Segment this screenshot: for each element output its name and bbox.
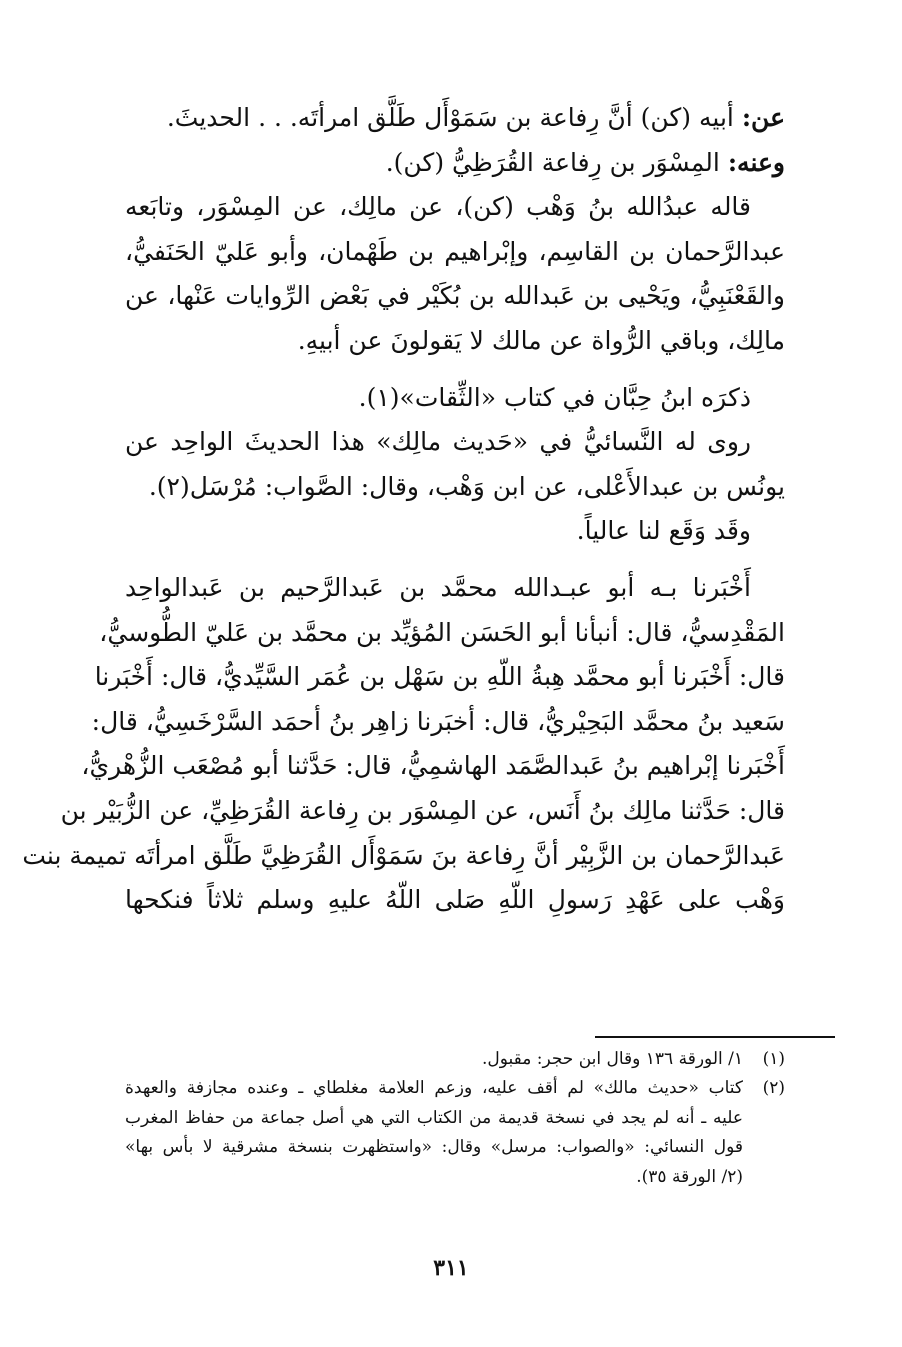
footnote-2: [125, 1074, 785, 1103]
text-line-15: أَخْبَرنا إبْراهيم بنُ عَبدالصَّمَد الهاشمِيُّ، قال: حَدَّثنا أبو مُصْعَب الزُّهْريُّ،: [81, 751, 785, 781]
text-line-11: أَخْبَرنا بـه أبو عبـدالله محمَّد بن عَبدالرَّحيم بن عَبدالواحِد: [125, 572, 751, 602]
line-text: المِسْوَر بن رِفاعة القُرَظِيُّ (كن).: [385, 147, 728, 177]
footnotes: [125, 1045, 785, 1192]
footnote-2-line-4: (٢/ الورقة ٣٥).: [636, 1166, 743, 1187]
line-text: أبيه (كن) أنَّ رِفاعة بن سَمَوْأَل طَلَّق امرأتَه. . . الحديثَ.: [166, 103, 742, 132]
text-line-18: وَهْب على عَهْدِ رَسولِ اللّهِ صَلى اللّهُ عليهِ وسلم ثلاثاً فنكحها: [125, 885, 785, 915]
text-line-6: مالِك، وباقي الرُّواة عن مالك لا يَقولونَ عن أبيهِ.: [297, 325, 785, 355]
text-line-17: عَبدالرَّحمان بن الزَّبِيْر أنَّ رِفاعة بنَ سَمَوْأَل القُرَظِيَّ طَلَّق امرأتَه تميمة بنت: [22, 840, 785, 870]
footnote-text: ١/ الورقة ١٣٦ وقال ابن حجر: مقبول.: [481, 1049, 743, 1069]
paragraph-gap: [125, 364, 785, 376]
line-label: عن:: [741, 103, 785, 132]
footnote-number: (٢): [762, 1078, 785, 1099]
text-line-4: عبدالرَّحمان بن القاسِم، وإبْراهيم بن طَهْمان، وأبو عَليّ الحَنَفيُّ،: [125, 236, 785, 266]
paragraph-gap: [125, 554, 785, 566]
text-line-14: سَعيد بنُ محمَّد البَحِيْريُّ، قال: أخبَرنا زاهِر بنُ أحمَد السَّرْخَسِيُّ، قال:: [91, 706, 785, 736]
text-line-7: ذكرَه ابنُ حِبَّان في كتاب «الثِّقات»(١).: [358, 382, 751, 412]
footnote-divider: [595, 1036, 835, 1038]
text-line-2: [125, 141, 785, 186]
text-line-5: والقَعْنَبِيُّ، ويَحْيى بن عَبدالله بن بُكَيْر في بَعْض الرِّوايات عَنْها، عن: [125, 281, 785, 311]
text-line-10: وقَد وَقَع لنا عالياً.: [576, 516, 751, 546]
main-text: [22, 96, 785, 923]
text-line-9: يونُس بن عبدالأَعْلى، عن ابن وَهْب، وقال: الصَّواب: مُرْسَل(٢).: [148, 471, 785, 501]
footnote-2-line-2: عليه ـ أنه لم يجد في نسخة قديمة من الكتاب التي هي أصل جماعة من حفاظ المغرب: [125, 1107, 743, 1128]
footnote-text: كتاب «حديث مالك» لم أقف عليه، وزعم العلامة مغلطاي ـ وعنده مجازفة والعهدة: [125, 1078, 743, 1099]
text-line-1: [125, 96, 785, 141]
footnote-2-line-3: قول النسائي: «والصواب: مرسل» وقال: «واستظهرت بنسخة مشرقية لا بأس بها»: [125, 1137, 743, 1158]
page-number: ٣١١: [433, 1255, 469, 1281]
footnote-1: [125, 1045, 785, 1074]
text-line-12: المَقْدِسيُّ، قال: أنبأنا أبو الحَسَن المُؤيِّد بن محمَّد بن عَليّ الطُّوسيُّ،: [99, 617, 785, 647]
text-line-8: روى له النَّسائيُّ في «حَديث مالِك» هذا الحديثَ الواحِد عن: [125, 427, 751, 457]
text-line-13: قال: أَخْبَرنا أبو محمَّد هِبةُ اللّهِ بن سَهْل بن عُمَر السَّيِّديُّ، قال: أَخْبَرنا: [94, 662, 785, 692]
text-line-3: قاله عبدُالله بنُ وَهْب (كن)، عن مالِك، عن المِسْوَر، وتابَعه: [125, 192, 751, 222]
line-label: وعنه:: [727, 147, 785, 177]
text-line-16: قال: حَدَّثنا مالِك بنُ أَنَس، عن المِسْوَر بن رِفاعة القُرَظِيِّ، عن الزُّبَيْر بن: [60, 795, 785, 825]
footnote-number: (١): [762, 1049, 785, 1069]
